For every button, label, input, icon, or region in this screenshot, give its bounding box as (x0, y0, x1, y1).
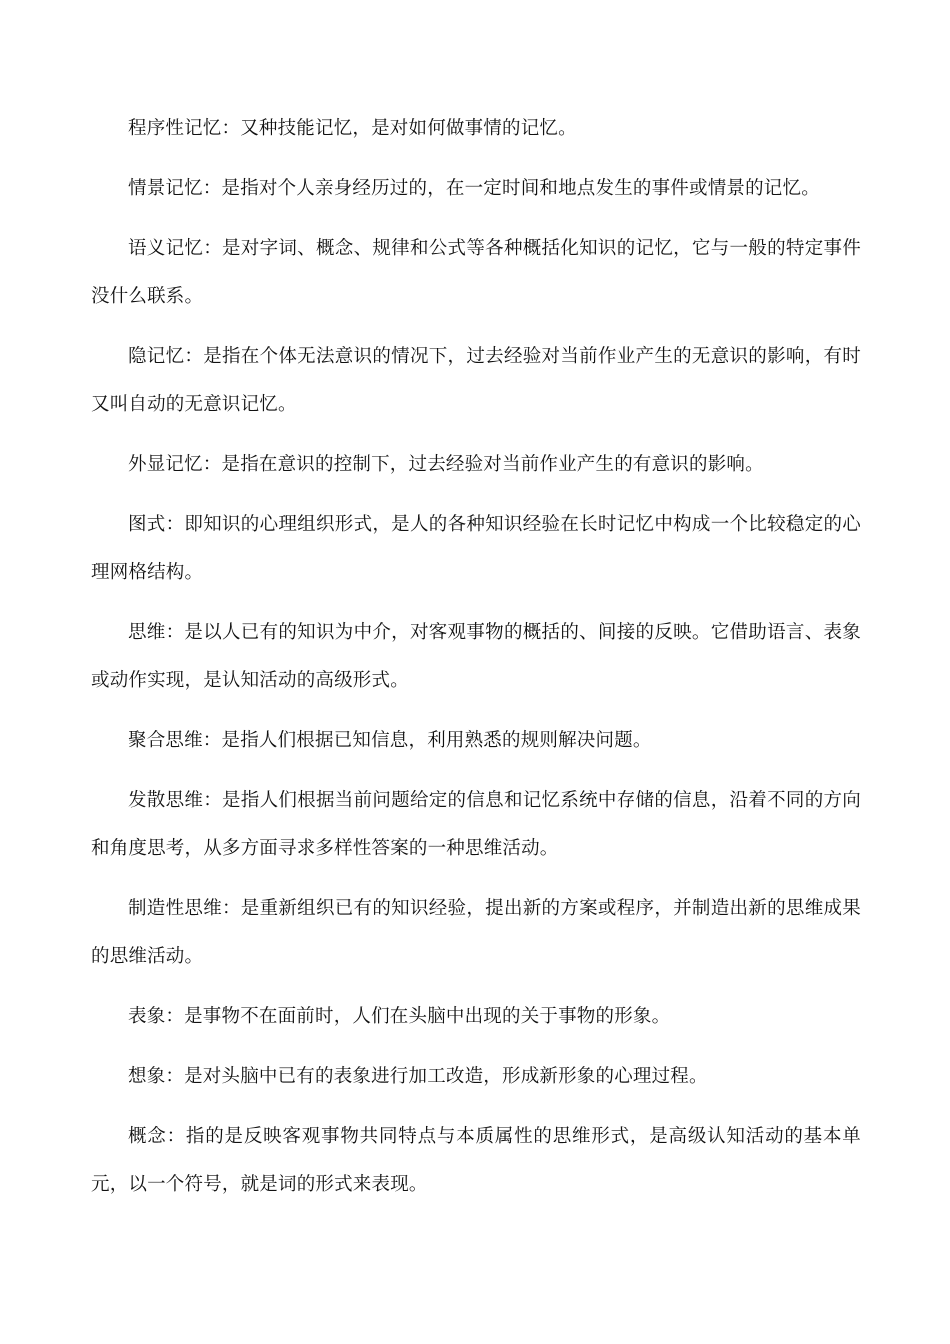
paragraph-implicit-memory: 隐记忆：是指在个体无法意识的情况下，过去经验对当前作业产生的无意识的影响，有时又叫自动的无意识记忆。 (91, 346, 861, 415)
paragraph-episodic-memory: 情景记忆：是指对个人亲身经历过的，在一定时间和地点发生的事件或情景的记忆。 (128, 178, 820, 199)
paragraph-thinking: 思维：是以人已有的知识为中介，对客观事物的概括的、间接的反映。它借助语言、表象或动作实现，是认知活动的高级形式。 (91, 622, 861, 691)
paragraph-representation: 表象：是事物不在面前时，人们在头脑中出现的关于事物的形象。 (128, 1006, 671, 1027)
paragraph-convergent-thinking: 聚合思维：是指人们根据已知信息，利用熟悉的规则解决问题。 (128, 730, 652, 751)
paragraph-explicit-memory: 外显记忆：是指在意识的控制下，过去经验对当前作业产生的有意识的影响。 (128, 454, 764, 475)
paragraph-procedural-memory: 程序性记忆：又种技能记忆，是对如何做事情的记忆。 (128, 118, 577, 139)
paragraph-creative-thinking: 制造性思维：是重新组织已有的知识经验，提出新的方案或程序，并制造出新的思维成果的思维活动。 (91, 898, 861, 967)
paragraph-imagination: 想象：是对头脑中已有的表象进行加工改造，形成新形象的心理过程。 (128, 1066, 708, 1087)
paragraph-semantic-memory: 语义记忆：是对字词、概念、规律和公式等各种概括化知识的记忆，它与一般的特定事件没什么联系。 (91, 238, 861, 307)
document-body (91, 105, 861, 1221)
paragraph-divergent-thinking: 发散思维：是指人们根据当前问题给定的信息和记忆系统中存储的信息，沿着不同的方向和角度思考，从多方面寻求多样性答案的一种思维活动。 (91, 790, 861, 859)
paragraph-concept: 概念：指的是反映客观事物共同特点与本质属性的思维形式，是高级认知活动的基本单元，以一个符号，就是词的形式来表现。 (91, 1126, 861, 1195)
paragraph-schema: 图式：即知识的心理组织形式，是人的各种知识经验在长时记忆中构成一个比较稳定的心理网格结构。 (91, 514, 861, 583)
